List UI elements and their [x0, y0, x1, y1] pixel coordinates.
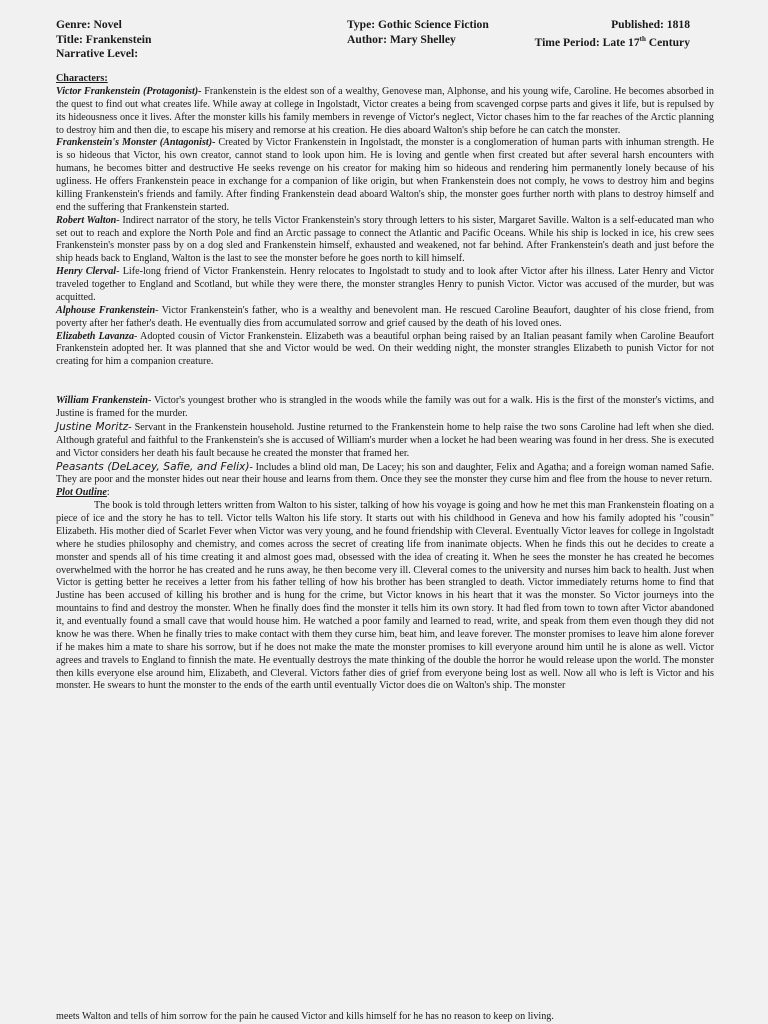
time-period-label [535, 32, 690, 50]
character-description: - Includes a blind old man, De Lacey; his son and daughter, Felix and Agatha; and a foreign woman named Safie. They are poor and the monster hides out near their house and learns from them. Once they see the monster they curse him and flee from the house to never return. [56, 461, 714, 486]
character-name: Victor Frankenstein (Protagonist)- [56, 85, 202, 97]
character-name: Henry Clerval [56, 266, 117, 278]
character-name: William Frankenstein [56, 395, 148, 407]
character-entry [56, 215, 714, 267]
character-description: - Victor's youngest brother who is strangled in the woods while the family was out for a walk. His is the first of the monster's victims, and Justine is framed for the murder. [56, 395, 714, 419]
narrative-level-label: Narrative Level: [56, 47, 139, 60]
character-description: Frankenstein is the eldest son of a wealthy, Genovese man, Alphonse, and his young wife, Caroline. He becomes absorbed in the quest to find out what creates life. While away at college in Ingolstadt, Victor creates a being from scavenged corpse parts and gives it life, but is repulsed by its hideousness once it lives. After the monster kills his family members in revenge of Victor's neglect, Victor chases him to the far reaches of the Arctic planning to destroy him and then die, to escape his misery and remorse at his creation. He dies aboard Walton's ship before he can catch the monster. [56, 85, 714, 136]
plot-heading-line [56, 487, 714, 500]
time-period-prefix: Time Period: Late 17 [534, 35, 640, 49]
plot-outline-body: The book is told through letters written from Walton to his sister, talking of how his voyage is going and how he met this man Frankenstein floating on a piece of ice and the story he has to tell. Victor tells Walton his life story. It starts out with his childhood in Geneva and how his family adopted his "cousin" Elizabeth. His mother died of Scarlet Fever when Victor was very young, and he found friendship with Cleveral. Eventually Victor leaves for college in Ingolstadt where he studies philosophy and chemistry, and comes across the secret of creating life from inanimate objects. When he finds this out he decides to create a monster and spends all of his time creating it and almost goes mad, obsessed with the idea of creating it. When he sees the monster he has created he becomes overwhelmed with the horror he has created and he runs away, he then become very ill. Cleveral comes to the university and nurses him back to health. Just when Victor is getting better he receives a letter from his father telling of how his brother has been strangled to death. Victor immediately returns home to find that Justine has been accused of killing his brother and is hung for the crime, but Victor knows in his heart that it was the monster. So Victor journeys into the mountains to find and destroy the monster. When he finally does find the monster it tells him its own story. It had fled from town to town after Victor abandoned it, and eventually found a small cave that would house him. He watched a poor family and learned to read, write, and speak from them even though they did not know he was there. When he finally tries to make contact with them they curse him, beat him, and leave forever. The monster promises to leave him alone forever if he makes him a mate to share his sorrow, but if he does not make the mate the monster promises to kill everyone around him until he is alone as well. Victor agrees and travels to England to finnish the mate. He eventually destroys the mate thinking of the double the horror he would release upon the world. The monster then kills everyone else around him, Elizabeth, and Cleveral. Victors father dies of grief from everyone being lost as well. Now all who is left is Victor and his monster. He swears to hunt the monster to the ends of the earth until eventually Victor does die on Walton's ship. The monster [56, 500, 714, 692]
time-period-sup: th [639, 35, 646, 43]
character-entry [56, 395, 714, 421]
character-description: - Servant in the Frankenstein household. Justine returned to the Frankenstein home to help raise the two sons Caroline had left when she died. Although grateful and faithful to the Frankenstein's she is accused of William's murder when a locket he had been wearing was found in her dress. She is executed and Victor considers her death his fault because he created the monster that framed her. [56, 421, 714, 459]
character-entry [56, 461, 714, 488]
character-entry [56, 305, 714, 331]
character-entry [56, 86, 714, 138]
characters-heading: Characters: [56, 73, 108, 84]
plot-outline-colon: : [106, 487, 110, 499]
character-description: - Adopted cousin of Victor Frankenstein. Elizabeth was a beautiful orphan being raised by an Italian peasant family when Caroline Beaufort Frankenstein adopted her. It was planned that she and Victor would be wed. On their wedding night, the monster strangles Elizabeth to punish Victor for not creating for him a companion creature. [56, 330, 715, 368]
character-entry [56, 421, 714, 461]
character-entry [56, 266, 714, 305]
published-label: Published: 1818 [611, 18, 690, 31]
character-description: - Victor Frankenstein's father, who is a wealthy and benevolent man. He rescued Caroline Beaufort, daughter of his close friend, from poverty after her father's death. He eventually dies from accumulated sorrow and grief caused by the death of his loved ones. [56, 304, 715, 329]
character-name: Peasants (DeLacey, Safie, and Felix) [56, 460, 250, 473]
type-label: Type: Gothic Science Fiction [347, 18, 489, 31]
character-entry [56, 137, 714, 214]
character-description: - Indirect narrator of the story, he tells Victor Frankenstein's story through letters to his sister, Margaret Saville. Walton is a self-educated man who set out to reach and explore the North Pole and find an Arctic passage to connect the Atlantic and Pacific Oceans. While his ship is locked in ice, his crew sees Frankenstein's monster pass by on a dog sled and Frankenstein himself, exhausted and weakened, not far behind. After Frankenstein's death and just before the ship heads back to England, Walton is the last to see the monster before he goes north to kill himself. [56, 214, 714, 265]
title-label: Title: Frankenstein [56, 33, 152, 46]
section-gap [56, 369, 714, 395]
genre-label: Genre: Novel [56, 18, 122, 31]
character-name: Robert Walton [56, 214, 117, 226]
character-description: Created by Victor Frankenstein in Ingolstadt, the monster is a conglomeration of human parts with inhuman strength. He is so hideous that Victor, his own creator, cannot stand to look upon him. He is loving and gentle when first created but after several harsh encounters with humans, he becomes bitter and destructive He seeks revenge on his creator for making him so hideous and rendering him permanently lonely because of his ugliness. He offers Frankenstein peace in exchange for a companion of like origin, but when Frankenstein does not comply, he vows to destroy him and begins killing Frankenstein's friends and family. After finding Frankenstein dead aboard Walton's ship, the monster goes further north with plans to destroy himself and end the suffering that Frankenstein started. [56, 137, 714, 213]
time-period-suffix: Century [645, 35, 690, 49]
document-body [56, 73, 714, 693]
author-label: Author: Mary Shelley [347, 33, 456, 46]
character-description: - Life-long friend of Victor Frankenstein. Henry relocates to Ingolstadt to study and to look after Victor after his illness. Later Henry and Victor traveled together to England and Scotland, but while they were there, the monster strangles Henry to punish Victor. Victor was accused of the murder, but was acquitted. [56, 266, 714, 303]
plot-outline-heading: Plot Outline [56, 487, 107, 499]
character-name: Elizabeth Lavanza [56, 330, 135, 342]
character-entry [56, 331, 714, 370]
character-name: Justine Moritz [56, 420, 129, 433]
character-name: Alphouse Frankenstein [56, 304, 156, 316]
character-name: Frankenstein's Monster (Antagonist)- [56, 137, 216, 149]
plot-outline-last-line: meets Walton and tells of him sorrow for the pain he caused Victor and kills himself for he has no reason to keep on living. [56, 1011, 554, 1022]
